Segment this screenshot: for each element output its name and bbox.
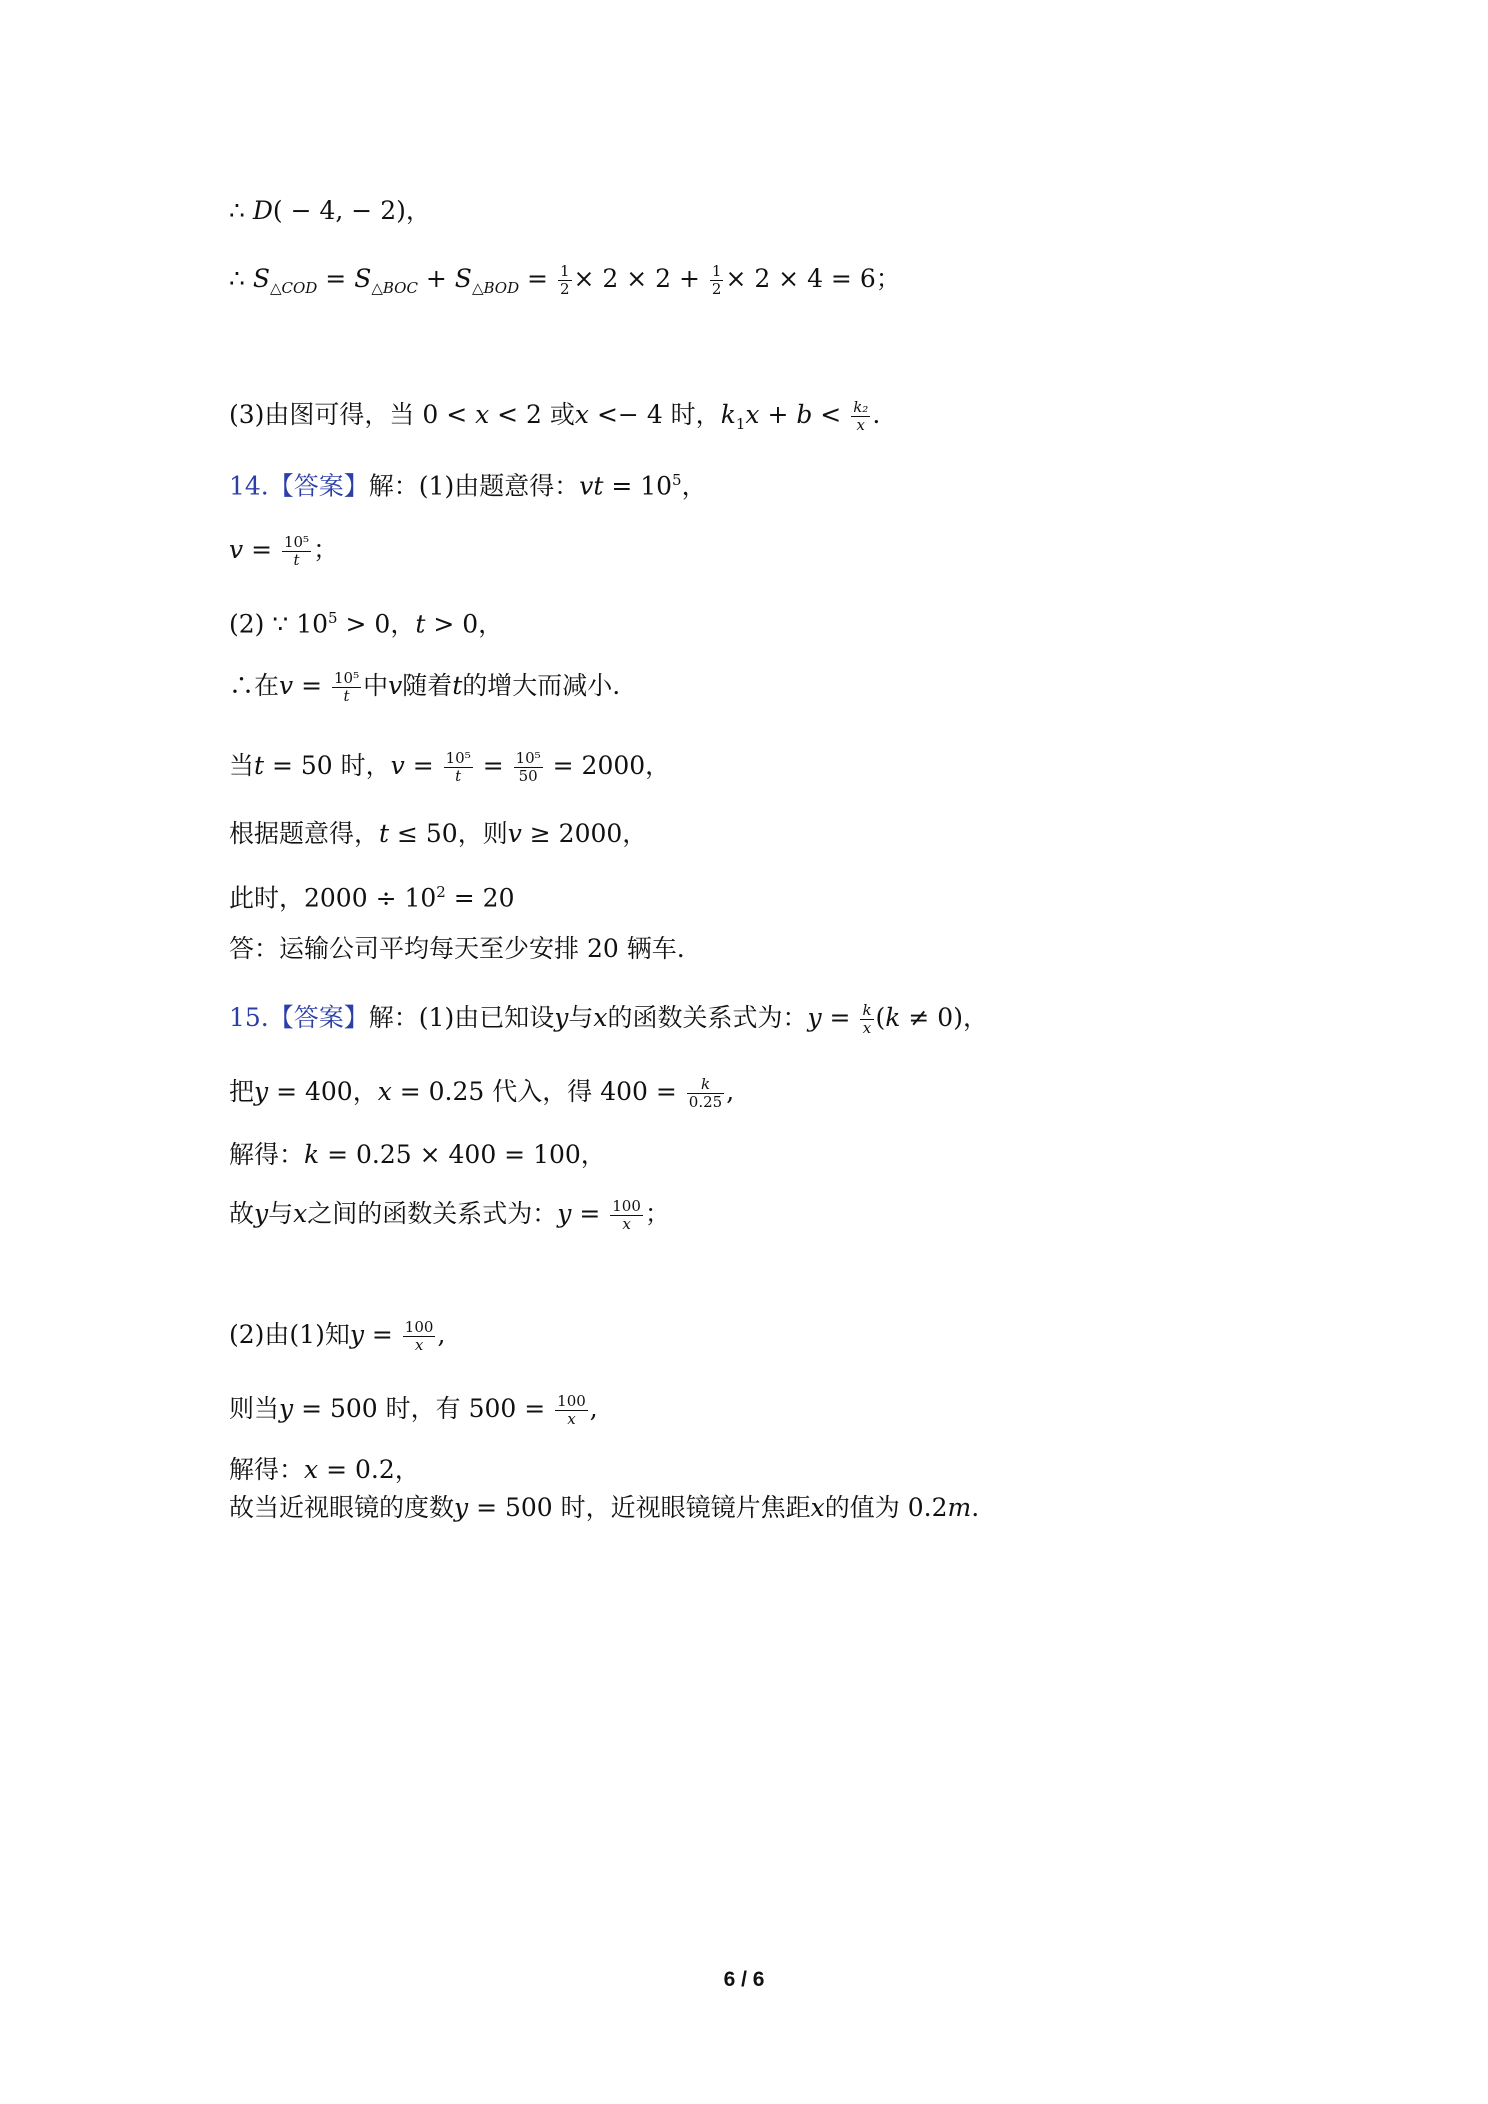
solution-line: (3)由图可得，当 0 < x < 2 或x <− 4 时，$k_1x + b$ < $\frac{\text{k₂}}{x}$ .: [229, 398, 881, 434]
solution-line: 则当y = 500 时，有 500 = $\frac{100}{x}$ ,: [229, 1392, 598, 1428]
fraction: $\frac{k}{0.25}$: [688, 1075, 723, 1111]
fraction: $\frac{\text{10⁵}}{50}$: [515, 749, 541, 785]
solution-line: (2)由(1)知y = $\frac{100}{x}$ ,: [229, 1318, 446, 1354]
solution-line: 答：运输公司平均每天至少安排 20 辆车.: [229, 934, 685, 963]
solution-line: 解得：k = 0.25 × 400 = 100，: [229, 1140, 606, 1169]
fraction: $\frac{100}{x}$: [612, 1197, 641, 1233]
solution-line: ∴ $S_{\triangle COD} = S_{\triangle BOC} + S_{\triangle BOD}$ = $\frac{1}{2}$ × 2 × 2 + $\frac{1}{2}$ × 2 × 4 = 6；: [229, 262, 901, 298]
solution-line: 故y与x之间的函数关系式为：y = $\frac{100}{x}$ ；: [229, 1197, 670, 1233]
fraction: $\frac{\text{10⁵}}{t}$: [333, 669, 360, 705]
fraction: $\frac{100}{x}$: [404, 1318, 434, 1354]
question-number: 14.: [229, 471, 269, 501]
answer-tag: 【答案】: [268, 1003, 369, 1032]
question-number: 15.: [229, 1003, 269, 1032]
solution-line: (2) ∵ $10^5 > 0$，t > 0，: [229, 609, 504, 639]
answer-tag: 【答案】: [268, 471, 369, 501]
fraction: $\frac{k}{x}$: [862, 1001, 872, 1037]
fraction: $\frac{1}{2}$: [559, 262, 570, 298]
solution-line: 此时，$2000 \div 10^2 = 20$: [229, 883, 515, 913]
fraction: $\frac{\text{10⁵}}{t}$: [445, 749, 471, 785]
question-15-answer: 15.【答案】解：(1)由已知设y与x的函数关系式为：y = $\frac{k}{x}$ (k ≠ 0)，: [229, 1001, 988, 1037]
page-number: 6 / 6: [723, 1968, 765, 1991]
question-14-answer: 14.【答案】解：(1)由题意得：vt = $10^5$，: [229, 471, 707, 501]
fraction: $\frac{\text{10⁵}}{t}$: [283, 533, 310, 569]
fraction: $\frac{1}{2}$: [711, 262, 722, 298]
solution-line: v = $\frac{\text{10⁵}}{t}$ ；: [229, 533, 339, 569]
solution-line: ∴在v = $\frac{\text{10⁵}}{t}$ 中v随着t的增大而减小.: [229, 669, 621, 705]
solution-line: 故当近视眼镜的度数y = 500 时，近视眼镜镜片焦距x的值为 0.2m.: [229, 1493, 980, 1522]
solution-line: 解得：x = 0.2，: [229, 1455, 420, 1484]
solution-line: 根据题意得，t ≤ 50，则v ≥ 2000，: [229, 819, 648, 848]
fraction: $\frac{\text{k₂}}{x}$: [853, 398, 869, 434]
solution-line: 把y = 400，x = 0.25 代入，得 400 = $\frac{k}{0.25}$ ,: [229, 1075, 735, 1111]
fraction: $\frac{100}{x}$: [557, 1392, 586, 1428]
solution-line: ∴ D( − 4, − 2)，: [229, 196, 431, 225]
solution-line: 当t = 50 时，v = $\frac{\text{10⁵}}{t}$ = $\frac{\text{10⁵}}{50}$ = 2000，: [229, 749, 671, 785]
